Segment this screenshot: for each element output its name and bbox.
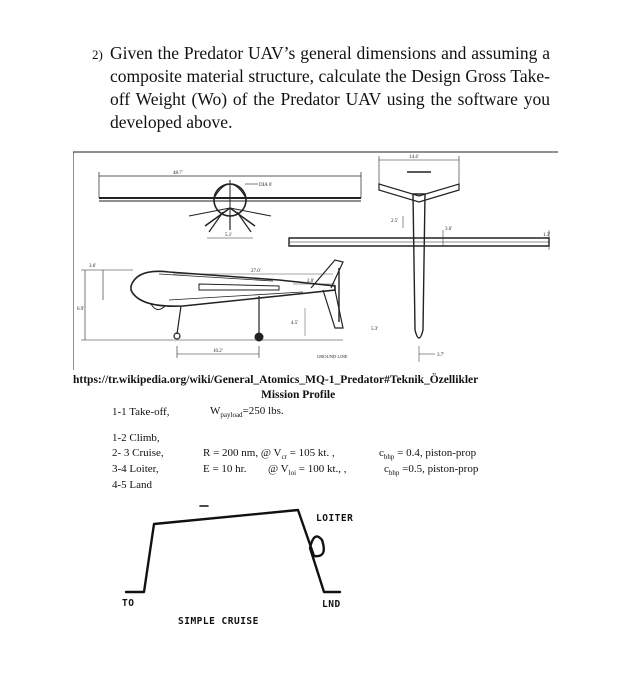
loiter-sfc xyxy=(384,463,478,475)
climb-label: 1-2 Climb, xyxy=(112,432,160,444)
takeoff-label: 1-1 Take-off, xyxy=(112,406,170,418)
cruise-label: 2- 3 Cruise, xyxy=(112,447,164,459)
dim-top-tip: 1.3' xyxy=(543,233,551,238)
dim-side-body: 27.0' xyxy=(251,269,261,274)
loiter-c-sub: bhp xyxy=(388,469,400,477)
payload-weight xyxy=(210,405,284,417)
profile-label-cruise: SIMPLE CRUISE xyxy=(178,616,259,627)
dim-side-height-left: 3.6' xyxy=(89,264,97,269)
question-block xyxy=(92,42,550,134)
dim-top-nose: 2.5' xyxy=(391,219,399,224)
payload-w: W xyxy=(210,405,221,417)
dim-side-wheelbase: 10.2' xyxy=(213,349,223,354)
mission-profile-title: Mission Profile xyxy=(261,389,336,401)
question-number: 2) xyxy=(92,47,103,62)
payload-w-sub: payload xyxy=(220,411,243,419)
loiter-c-val: =0.5, piston-prop xyxy=(399,463,479,475)
dim-top-tail: 3.7' xyxy=(437,353,445,358)
dim-top-tail-span: 14.4' xyxy=(409,155,419,160)
source-url: https://tr.wikipedia.org/wiki/General_Atomics_MQ-1_Predator#Teknik_Özellikler xyxy=(73,374,479,386)
cruise-sfc xyxy=(379,447,476,459)
dim-side-gear: 4.5' xyxy=(291,321,299,326)
profile-label-lnd: LND xyxy=(322,599,341,610)
loiter-velocity xyxy=(268,463,347,475)
dim-top-wing-chord: 3.6' xyxy=(445,227,453,232)
loiter-v: @ V xyxy=(268,463,289,475)
side-view xyxy=(81,260,343,358)
question-text: Given the Predator UAV’s general dimensions and assuming a composite material structure, calculate the Design Gross Take-off Weight (Wo) of the Predator UAV using the software you developed above. xyxy=(110,43,550,132)
loiter-v-sub: loi xyxy=(288,469,297,477)
cruise-range: R = 200 nm, @ V xyxy=(203,447,282,459)
dim-front-gear: 5.1' xyxy=(225,233,233,238)
payload-w-val: =250 lbs. xyxy=(242,405,284,417)
drawing-svg xyxy=(73,150,558,370)
cruise-c-sub: bhp xyxy=(383,453,395,461)
cruise-params xyxy=(203,447,335,459)
cruise-c: c xyxy=(379,447,384,459)
cruise-v-sub: cr xyxy=(281,453,287,461)
dim-front-span: 48.7' xyxy=(173,171,183,176)
predator-three-view-drawing xyxy=(73,150,558,370)
ground-line-label: GROUND LINE xyxy=(317,354,348,359)
profile-label-to: TO xyxy=(122,598,135,609)
mission-profile-diagram xyxy=(108,496,383,636)
front-view xyxy=(99,172,361,238)
dim-front-dia: DIA 6' xyxy=(259,183,273,188)
land-label: 4-5 Land xyxy=(112,479,153,491)
mission-profile-path xyxy=(126,510,340,592)
profile-label-loiter: LOITER xyxy=(316,513,354,524)
loiter-endurance: E = 10 hr. xyxy=(203,463,247,475)
dim-side-total-height: 6.9' xyxy=(77,307,85,312)
loiter-c: c xyxy=(384,463,389,475)
dim-side-prop: 2.0' xyxy=(307,279,315,284)
cruise-c-val: = 0.4, piston-prop xyxy=(394,447,477,459)
top-view xyxy=(289,156,549,362)
cruise-v-val: = 105 kt. , xyxy=(286,447,335,459)
dim-side-tail: 5.3' xyxy=(371,327,379,332)
loiter-v-val: = 100 kt., , xyxy=(296,463,347,475)
loiter-label: 3-4 Loiter, xyxy=(112,463,159,475)
